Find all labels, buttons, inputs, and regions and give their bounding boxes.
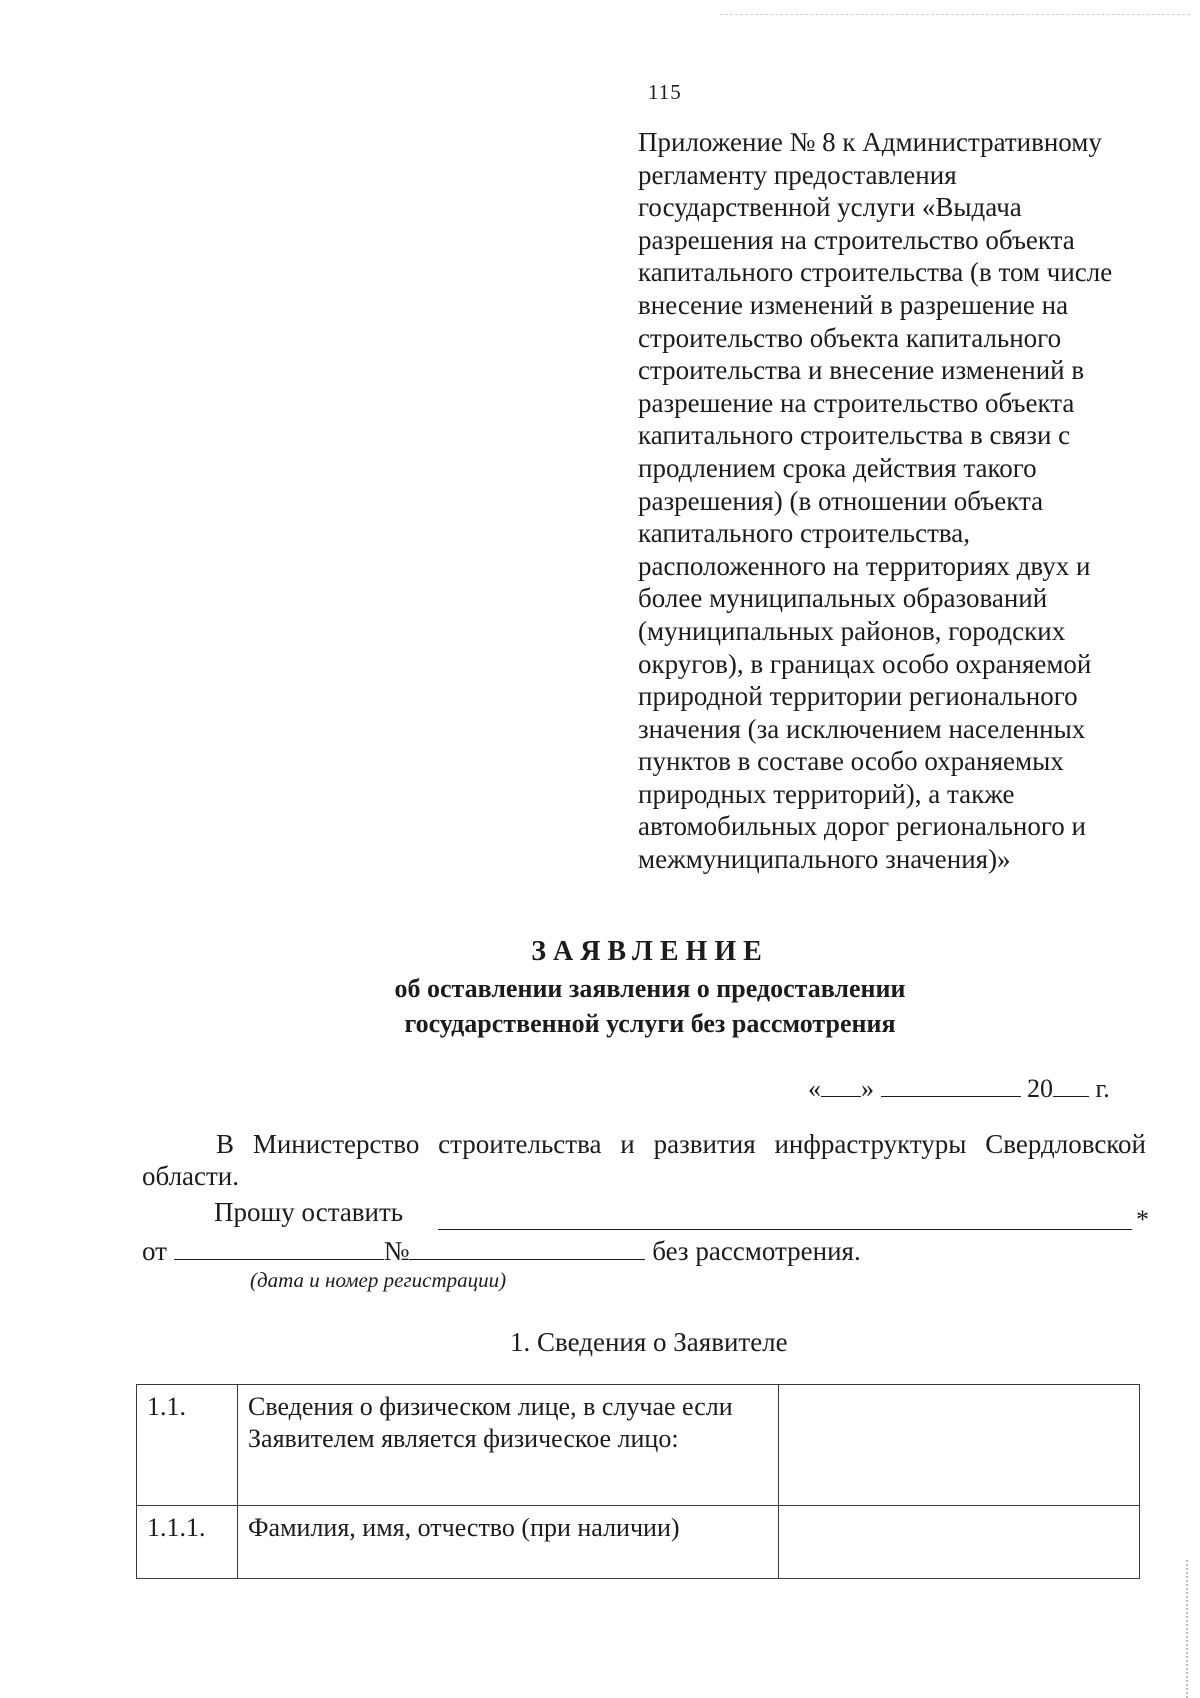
year-prefix: 20 [1027, 1074, 1053, 1103]
appendix-header [638, 126, 1198, 876]
recipient-line2: области. [142, 1161, 240, 1191]
appendix-line: строительство объекта капитального [638, 322, 1062, 353]
table-row [137, 1506, 1140, 1579]
date-close-quote: » [861, 1074, 874, 1103]
date-field [808, 1074, 1110, 1104]
appendix-line: (муниципальных районов, городских [638, 615, 1066, 646]
date-open-quote: « [808, 1074, 821, 1103]
appendix-line: капитального строительства в связи с [638, 420, 1071, 451]
appendix-line: разрешения) (в отношении объекта [638, 485, 1044, 516]
document-title: ЗАЯВЛЕНИЕ [531, 936, 769, 967]
appendix-line: расположенного на территориях двух и [638, 550, 1091, 581]
section-title: 1. Сведения о Заявителе [510, 1327, 788, 1357]
appendix-line: Приложение № 8 к Административному [638, 127, 1102, 157]
appendix-line: капитального строительства (в том числе [638, 257, 1113, 288]
appendix-line: автомобильных дорог регионального и [638, 811, 1086, 842]
appendix-line: разрешения на строительство объекта [638, 224, 1075, 255]
appendix-line: межмуниципального значения)» [638, 844, 1011, 875]
year-blank[interactable] [1053, 1076, 1089, 1097]
applicant-table [136, 1384, 1140, 1579]
row-label: Сведения о физическом лице, в случае если Заявителем является физическое лицо: [238, 1385, 779, 1506]
day-blank[interactable] [821, 1076, 861, 1097]
page-number: 115 [648, 80, 682, 104]
appendix-line: природной территории регионального [638, 681, 1078, 712]
month-blank[interactable] [881, 1076, 1021, 1097]
appendix-line: разрешение на строительство объекта [638, 387, 1075, 418]
row-label: Фамилия, имя, отчество (при наличии) [238, 1506, 779, 1579]
appendix-line: строительства и внесение изменений в [638, 355, 1085, 386]
appendix-line: пунктов в составе особо охраняемых [638, 746, 1064, 777]
registration-date-blank[interactable] [174, 1239, 384, 1260]
appendix-line: регламенту предоставления [638, 159, 957, 190]
document-subtitle-line1: об оставлении заявления о предоставлении [394, 974, 906, 1003]
request-text: Прошу оставить [214, 1197, 404, 1227]
recipient-line1: В Министерство строительства и развития инфраструктуры Свердловской [216, 1129, 1146, 1159]
year-suffix: г. [1095, 1074, 1110, 1103]
document-subtitle-line2: государственной услуги без рассмотрения [404, 1009, 896, 1038]
registration-hint: (дата и номер регистрации) [250, 1268, 507, 1292]
row-value-cell[interactable] [779, 1506, 1140, 1579]
row-number: 1.1.1. [137, 1506, 238, 1579]
registration-number-blank[interactable] [409, 1239, 645, 1260]
appendix-line: государственной услуги «Выдача [638, 192, 1022, 223]
appendix-line: значения (за исключением населенных [638, 713, 1086, 744]
appendix-line: округов), в границах особо охраняемой [638, 648, 1092, 679]
appendix-line: внесение изменений в разрешение на [638, 289, 1069, 320]
appendix-line: продлением срока действия такого [638, 452, 1037, 483]
appendix-line: природных территорий), а также [638, 778, 1015, 809]
without-review-text: без рассмотрения. [652, 1236, 861, 1266]
row-value-cell[interactable] [779, 1385, 1140, 1506]
registration-line [142, 1236, 861, 1267]
appendix-line: более муниципальных образований [638, 583, 1048, 614]
scan-edge-right [1186, 1560, 1188, 1698]
from-label: от [142, 1236, 167, 1266]
application-name-blank[interactable] [438, 1229, 1132, 1230]
scan-edge-top [720, 14, 1190, 15]
table-row [137, 1385, 1140, 1506]
appendix-line: капитального строительства, [638, 518, 971, 549]
number-sign: № [383, 1236, 410, 1266]
footnote-star: * [1136, 1205, 1149, 1234]
row-number: 1.1. [137, 1385, 238, 1506]
